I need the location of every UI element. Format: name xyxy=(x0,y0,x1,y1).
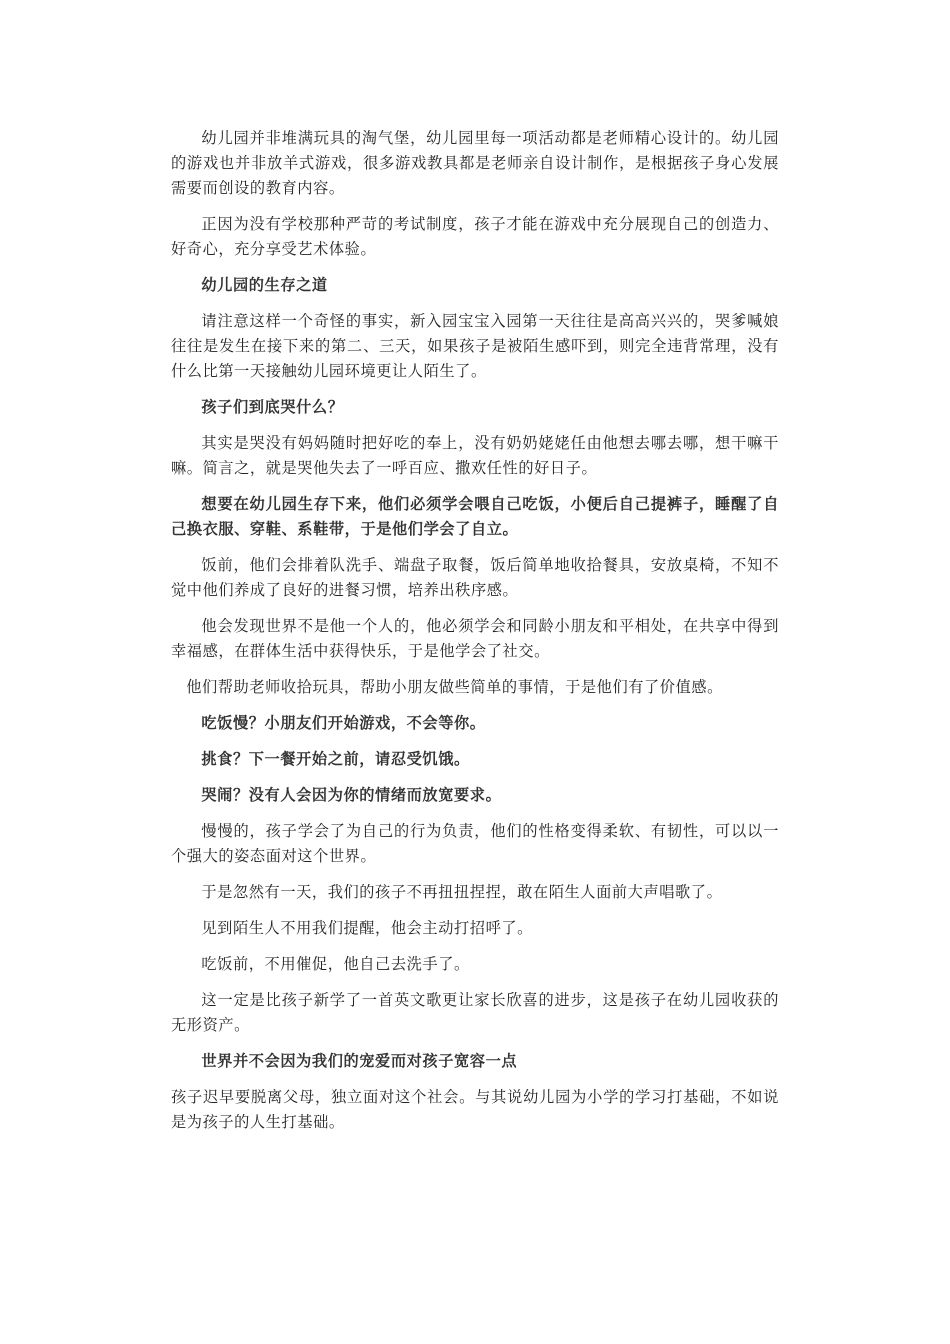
paragraph: 请注意这样一个奇怪的事实，新入园宝宝入园第一天往往是高高兴兴的，哭爹喊娘往往是发生在接下来的第二、三天，如果孩子是被陌生感吓到，则完全违背常理，没有什么比第一天接触幼儿园环境更让人陌生了。 xyxy=(171,312,779,380)
section-heading: 幼儿园的生存之道 xyxy=(201,276,328,294)
bold-paragraph: 想要在幼儿园生存下来，他们必须学会喂自己吃饭，小便后自己提裤子，睡醒了自己换衣服、穿鞋、系鞋带，于是他们学会了自立。 xyxy=(171,495,779,538)
paragraph: 他会发现世界不是他一个人的，他必须学会和同龄小朋友和平相处，在共享中得到幸福感，在群体生活中获得快乐，于是他学会了社交。 xyxy=(171,617,779,660)
document-body xyxy=(171,126,779,1146)
paragraph: 吃饭前，不用催促，他自己去洗手了。 xyxy=(201,955,470,973)
paragraph: 这一定是比孩子新学了一首英文歌更让家长欣喜的进步，这是孩子在幼儿园收获的无形资产。 xyxy=(171,991,779,1034)
paragraph: 正因为没有学校那种严苛的考试制度，孩子才能在游戏中充分展现自己的创造力、好奇心，充分享受艺术体验。 xyxy=(171,215,779,258)
section-heading: 孩子们到底哭什么？ xyxy=(201,398,344,416)
bold-paragraph: 哭闹？没有人会因为你的情绪而放宽要求。 xyxy=(201,786,502,804)
paragraph: 慢慢的，孩子学会了为自己的行为负责，他们的性格变得柔软、有韧性，可以以一个强大的姿态面对这个世界。 xyxy=(171,822,779,865)
paragraph: 于是忽然有一天，我们的孩子不再扭扭捏捏，敢在陌生人面前大声唱歌了。 xyxy=(201,883,723,901)
bold-paragraph: 吃饭慢？小朋友们开始游戏，不会等你。 xyxy=(201,714,486,732)
bold-paragraph: 挑食？下一餐开始之前，请忍受饥饿。 xyxy=(201,750,470,768)
paragraph: 其实是哭没有妈妈随时把好吃的奉上，没有奶奶姥姥任由他想去哪去哪，想干嘛干嘛。简言之，就是哭他失去了一呼百应、撒欢任性的好日子。 xyxy=(171,434,779,477)
paragraph: 见到陌生人不用我们提醒，他会主动打招呼了。 xyxy=(201,919,533,937)
paragraph: 孩子迟早要脱离父母，独立面对这个社会。与其说幼儿园为小学的学习打基础，不如说是为孩子的人生打基础。 xyxy=(171,1088,779,1131)
paragraph: 幼儿园并非堆满玩具的淘气堡，幼儿园里每一项活动都是老师精心设计的。幼儿园的游戏也并非放羊式游戏，很多游戏教具都是老师亲自设计制作，是根据孩子身心发展需要而创设的教育内容。 xyxy=(171,129,779,197)
section-heading: 世界并不会因为我们的宠爱而对孩子宽容一点 xyxy=(201,1052,518,1070)
paragraph: 饭前，他们会排着队洗手、端盘子取餐，饭后简单地收拾餐具，安放桌椅，不知不觉中他们养成了良好的进餐习惯，培养出秩序感。 xyxy=(171,556,779,599)
paragraph: 他们帮助老师收拾玩具，帮助小朋友做些简单的事情，于是他们有了价值感。 xyxy=(186,678,723,696)
